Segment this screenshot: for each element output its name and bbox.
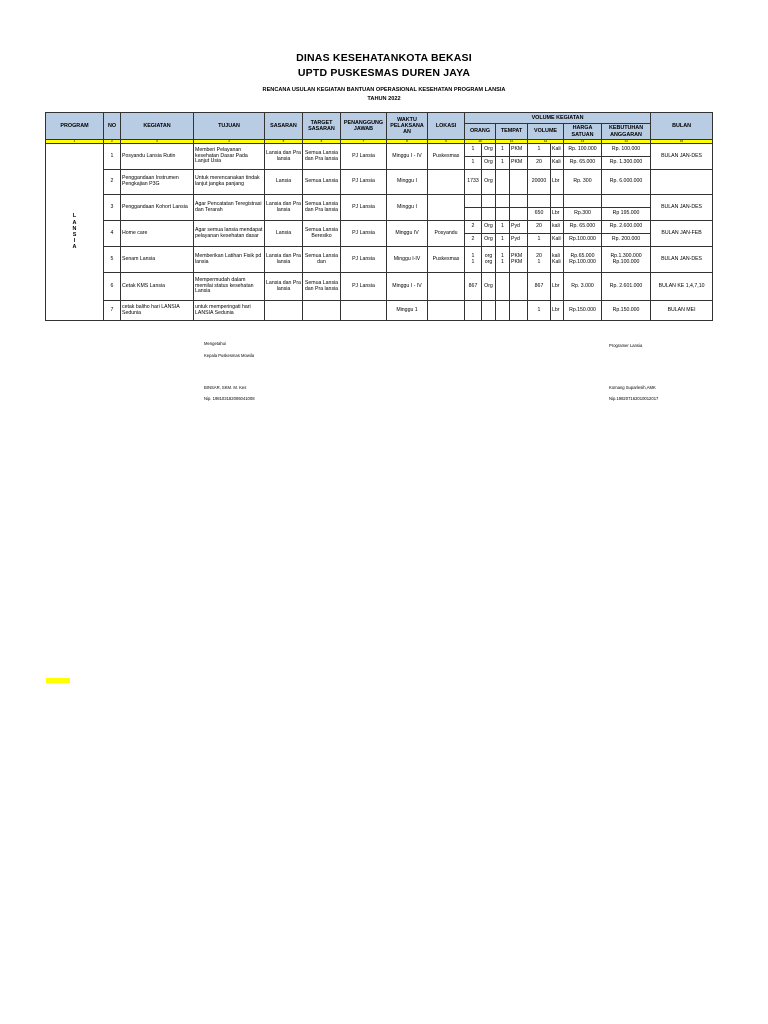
cell-orang-qty xyxy=(465,208,482,221)
cell-tujuan: Memberikan Latihan Fisik pd lansia xyxy=(194,247,265,273)
cell-tujuan: Memberi Pelayanan kesehatan Dasar Pada Lanjut Usia xyxy=(194,144,265,170)
cell-volume-qty: 650 xyxy=(528,208,551,221)
cell-orang-qty xyxy=(465,195,482,208)
cell-tujuan: Untuk merencanakan tindak lanjut jangka panjang xyxy=(194,170,265,195)
cell-kebutuhan-anggaran: Rp.150.000 xyxy=(602,301,651,321)
cell-volume-qty: 1 xyxy=(528,144,551,157)
col-harga: HARGA SATUAN xyxy=(564,124,602,140)
cell-target-sasaran: Semua Lansia dan Pra lansia xyxy=(303,273,341,301)
cell-orang-unit: Org xyxy=(482,170,496,195)
cell-penanggung-jawab: PJ Lansia xyxy=(341,247,387,273)
cell-no: 1 xyxy=(104,144,121,170)
cell-sasaran: Lansia xyxy=(265,170,303,195)
col-program: PROGRAM xyxy=(46,113,104,140)
col-pj: PENANGGUNG JAWAB xyxy=(341,113,387,140)
cell-orang-unit xyxy=(482,208,496,221)
cell-volume-qty: 20 xyxy=(528,221,551,234)
cell-sasaran: Lansia dan Pra lansia xyxy=(265,273,303,301)
cell-tempat-qty xyxy=(496,273,510,301)
cell-volume-unit: kali Kali xyxy=(551,247,564,273)
highlight-mark xyxy=(46,678,70,683)
cell-volume-qty: 20000 xyxy=(528,170,551,195)
table-row xyxy=(46,247,713,273)
table-row xyxy=(46,170,713,195)
cell-waktu: Minggu IV xyxy=(387,221,428,247)
cell-orang-qty: 1 xyxy=(465,144,482,157)
cell-harga-satuan: Rp. 100.000 xyxy=(564,144,602,157)
col-number: 8 xyxy=(387,140,428,144)
col-number: 5 xyxy=(265,140,303,144)
volume-group-header: VOLUME KEGIATAN xyxy=(465,113,651,124)
cell-kegiatan: Senam Lansia xyxy=(121,247,194,273)
table-row xyxy=(46,221,713,234)
cell-bulan: BULAN KE 1,4,7,10 xyxy=(651,273,713,301)
sig-left-line1: Mengetahui xyxy=(204,341,226,346)
subtitle: RENCANA USULAN KEGIATAN BANTUAN OPERASIONAL KESEHATAN PROGRAM LANSIA xyxy=(262,87,506,93)
cell-harga-satuan: Rp. 300 xyxy=(564,170,602,195)
cell-tempat-qty: 1 xyxy=(496,144,510,157)
cell-bulan: BULAN JAN-DES xyxy=(651,247,713,273)
cell-volume-unit: Lbr xyxy=(551,273,564,301)
cell-volume-unit: Kali xyxy=(551,234,564,247)
cell-kebutuhan-anggaran: Rp.1.300.000 Rp.100.000 xyxy=(602,247,651,273)
col-volume: VOLUME xyxy=(528,124,564,140)
sig-left-line2: Kepala Puskesmas Mowila xyxy=(204,353,255,358)
cell-tempat-unit: PKM PKM xyxy=(510,247,528,273)
cell-volume-qty xyxy=(528,195,551,208)
cell-tempat-unit: PKM xyxy=(510,157,528,170)
cell-volume-qty: 20 1 xyxy=(528,247,551,273)
cell-tempat-unit: Pyd xyxy=(510,221,528,234)
cell-lokasi: Posyandu xyxy=(428,221,465,247)
cell-volume-unit: Lbr xyxy=(551,301,564,321)
cell-no: 3 xyxy=(104,195,121,221)
cell-kegiatan: Penggandaan Kohort Lansia xyxy=(121,195,194,221)
cell-target-sasaran: Semua Lansia dan Pra lansia xyxy=(303,195,341,221)
cell-lokasi xyxy=(428,273,465,301)
cell-tujuan: Mempermudah dalam memilai status kesehatan Lansia xyxy=(194,273,265,301)
cell-tempat-qty: 1 1 xyxy=(496,247,510,273)
cell-penanggung-jawab: PJ Lansia xyxy=(341,273,387,301)
cell-tujuan: Agar Pencatatan Teregistrasi dan Terarah xyxy=(194,195,265,221)
col-number: 2 xyxy=(104,140,121,144)
cell-harga-satuan: Rp.300 xyxy=(564,208,602,221)
cell-kebutuhan-anggaran: Rp. 2.601.000 xyxy=(602,273,651,301)
sig-right-line1: Programer Lansia xyxy=(609,343,643,348)
col-number: 6 xyxy=(303,140,341,144)
cell-volume-qty: 1 xyxy=(528,234,551,247)
cell-penanggung-jawab xyxy=(341,301,387,321)
cell-penanggung-jawab: PJ Lansia xyxy=(341,221,387,247)
title-dinas: DINAS KESEHATANKOTA BEKASI xyxy=(296,52,472,64)
cell-orang-unit xyxy=(482,195,496,208)
cell-no: 6 xyxy=(104,273,121,301)
cell-bulan: BULAN JAN-FEB xyxy=(651,221,713,247)
cell-orang-unit xyxy=(482,301,496,321)
cell-lokasi: Puskesmas xyxy=(428,247,465,273)
cell-kegiatan: cetak baliho hari LANSIA Sedunia xyxy=(121,301,194,321)
cell-sasaran xyxy=(265,301,303,321)
cell-orang-qty: 1 xyxy=(465,157,482,170)
col-tujuan: TUJUAN xyxy=(194,113,265,140)
cell-sasaran: Lansia xyxy=(265,221,303,247)
cell-kegiatan: Cetak KMS Lansia xyxy=(121,273,194,301)
cell-harga-satuan: Rp.150.000 xyxy=(564,301,602,321)
col-target: TARGET SASARAN xyxy=(303,113,341,140)
cell-sasaran: Lansia dan Pra lansia xyxy=(265,195,303,221)
cell-no: 2 xyxy=(104,170,121,195)
cell-harga-satuan: Rp. 65.000 xyxy=(564,221,602,234)
cell-harga-satuan: Rp. 3.000 xyxy=(564,273,602,301)
cell-orang-unit: Org xyxy=(482,157,496,170)
cell-bulan xyxy=(651,170,713,195)
cell-volume-qty: 20 xyxy=(528,157,551,170)
table-row xyxy=(46,273,713,301)
col-orang: ORANG xyxy=(465,124,496,140)
cell-tempat-qty xyxy=(496,170,510,195)
cell-sasaran: Lansia dan Pra lansia xyxy=(265,144,303,170)
cell-target-sasaran: Semua Lansia Beresiko xyxy=(303,221,341,247)
cell-tempat-unit: PKM xyxy=(510,144,528,157)
title-uptd: UPTD PUSKESMAS DUREN JAYA xyxy=(297,67,471,79)
cell-tempat-qty xyxy=(496,208,510,221)
col-kebutuhan: KEBUTUHAN ANGGARAN xyxy=(602,124,651,140)
cell-target-sasaran xyxy=(303,301,341,321)
col-number: 9 xyxy=(428,140,465,144)
col-number: 13 xyxy=(564,140,602,144)
sig-right-nip: Nip.198207162010012017 xyxy=(609,396,659,401)
cell-bulan: BULAN JAN-DES xyxy=(651,144,713,170)
cell-tujuan: untuk memperingati hari LANSIA Sedunia xyxy=(194,301,265,321)
cell-penanggung-jawab: PJ Lansia xyxy=(341,195,387,221)
col-number: 1 xyxy=(46,140,104,144)
col-number: 7 xyxy=(341,140,387,144)
cell-orang-qty: 2 xyxy=(465,234,482,247)
col-number: 11 xyxy=(496,140,528,144)
cell-orang-qty: 1 1 xyxy=(465,247,482,273)
program-cell: L A N S I A xyxy=(46,144,104,321)
sig-left-nip: Nip. 198103182006041008 xyxy=(204,396,255,401)
col-number: 4 xyxy=(194,140,265,144)
cell-tempat-qty: 1 xyxy=(496,157,510,170)
cell-orang-qty xyxy=(465,301,482,321)
cell-harga-satuan: Rp.65.000 Rp.100.000 xyxy=(564,247,602,273)
cell-no: 7 xyxy=(104,301,121,321)
cell-tempat-unit: Pyd xyxy=(510,234,528,247)
col-no: NO xyxy=(104,113,121,140)
cell-tempat-unit xyxy=(510,170,528,195)
cell-volume-unit: Kali xyxy=(551,144,564,157)
cell-orang-qty: 1733 xyxy=(465,170,482,195)
cell-penanggung-jawab: PJ Lansia xyxy=(341,170,387,195)
cell-waktu: Minggu I-IV xyxy=(387,247,428,273)
cell-orang-unit: org org xyxy=(482,247,496,273)
cell-tempat-qty xyxy=(496,195,510,208)
cell-kebutuhan-anggaran xyxy=(602,195,651,208)
col-number: 14 xyxy=(602,140,651,144)
col-number: 10 xyxy=(465,140,496,144)
budget-table xyxy=(45,112,713,321)
col-tempat: TEMPAT xyxy=(496,124,528,140)
cell-bulan: BULAN MEI xyxy=(651,301,713,321)
sig-right-name: Komang Suparlesih,AMK xyxy=(609,385,656,390)
cell-volume-unit: Lbr xyxy=(551,208,564,221)
cell-tempat-unit xyxy=(510,208,528,221)
cell-orang-unit: Org xyxy=(482,234,496,247)
cell-kebutuhan-anggaran: Rp 195.000 xyxy=(602,208,651,221)
col-bulan: BULAN xyxy=(651,113,713,140)
cell-kegiatan: Penggandaan Instrumen Pengkajian P3G xyxy=(121,170,194,195)
cell-kebutuhan-anggaran: Rp. 200.000 xyxy=(602,234,651,247)
col-number: 3 xyxy=(121,140,194,144)
cell-kebutuhan-anggaran: Rp. 2.600.000 xyxy=(602,221,651,234)
cell-harga-satuan: Rp.100.000 xyxy=(564,234,602,247)
cell-tujuan: Agar semua lansia mendapat pelayanan kesehatan dasar xyxy=(194,221,265,247)
cell-sasaran: Lansia dan Pra lansia xyxy=(265,247,303,273)
cell-volume-unit: Lbr xyxy=(551,170,564,195)
col-waktu: WAKTU PELAKSANA AN xyxy=(387,113,428,140)
cell-lokasi xyxy=(428,170,465,195)
cell-volume-qty: 867 xyxy=(528,273,551,301)
cell-volume-unit: kali xyxy=(551,221,564,234)
cell-volume-unit xyxy=(551,195,564,208)
cell-harga-satuan: Rp. 65.000 xyxy=(564,157,602,170)
cell-tempat-qty: 1 xyxy=(496,221,510,234)
cell-volume-qty: 1 xyxy=(528,301,551,321)
cell-penanggung-jawab: PJ Lansia xyxy=(341,144,387,170)
cell-target-sasaran: Semua Lansia xyxy=(303,170,341,195)
cell-tempat-unit xyxy=(510,273,528,301)
cell-waktu: Minggu 1 xyxy=(387,301,428,321)
cell-orang-qty: 867 xyxy=(465,273,482,301)
cell-waktu: Minggu I xyxy=(387,170,428,195)
cell-orang-unit: Org xyxy=(482,144,496,157)
cell-target-sasaran: Semua Lansia dan Pra lansia xyxy=(303,144,341,170)
cell-waktu: Minggu I - IV xyxy=(387,273,428,301)
cell-harga-satuan xyxy=(564,195,602,208)
col-sasaran: SASARAN xyxy=(265,113,303,140)
col-kegiatan: KEGIATAN xyxy=(121,113,194,140)
cell-no: 5 xyxy=(104,247,121,273)
cell-orang-unit: Org xyxy=(482,273,496,301)
year: TAHUN 2022 xyxy=(367,96,401,102)
table-row xyxy=(46,195,713,208)
cell-target-sasaran: Semua Lansia dan xyxy=(303,247,341,273)
table-row xyxy=(46,301,713,321)
table-row xyxy=(46,144,713,157)
cell-no: 4 xyxy=(104,221,121,247)
cell-lokasi xyxy=(428,301,465,321)
cell-lokasi xyxy=(428,195,465,221)
cell-orang-qty: 2 xyxy=(465,221,482,234)
cell-bulan: BULAN JAN-DES xyxy=(651,195,713,221)
cell-volume-unit: Kali xyxy=(551,157,564,170)
cell-kebutuhan-anggaran: Rp. 1.300.000 xyxy=(602,157,651,170)
cell-kegiatan: Home care xyxy=(121,221,194,247)
cell-tempat-qty: 1 xyxy=(496,234,510,247)
cell-lokasi: Puskesmas xyxy=(428,144,465,170)
col-number: 15 xyxy=(651,140,713,144)
cell-tempat-unit xyxy=(510,195,528,208)
sig-left-name: BINSAR, SKM. M. Kes xyxy=(204,385,247,390)
cell-tempat-qty xyxy=(496,301,510,321)
col-lokasi: LOKASI xyxy=(428,113,465,140)
cell-kegiatan: Posyandu Lansia Rutin xyxy=(121,144,194,170)
cell-tempat-unit xyxy=(510,301,528,321)
cell-waktu: Minggu I - IV xyxy=(387,144,428,170)
cell-waktu: Minggu I xyxy=(387,195,428,221)
cell-orang-unit: Org xyxy=(482,221,496,234)
cell-kebutuhan-anggaran: Rp. 6.000.000 xyxy=(602,170,651,195)
cell-kebutuhan-anggaran: Rp. 100.000 xyxy=(602,144,651,157)
col-number: 12 xyxy=(528,140,564,144)
